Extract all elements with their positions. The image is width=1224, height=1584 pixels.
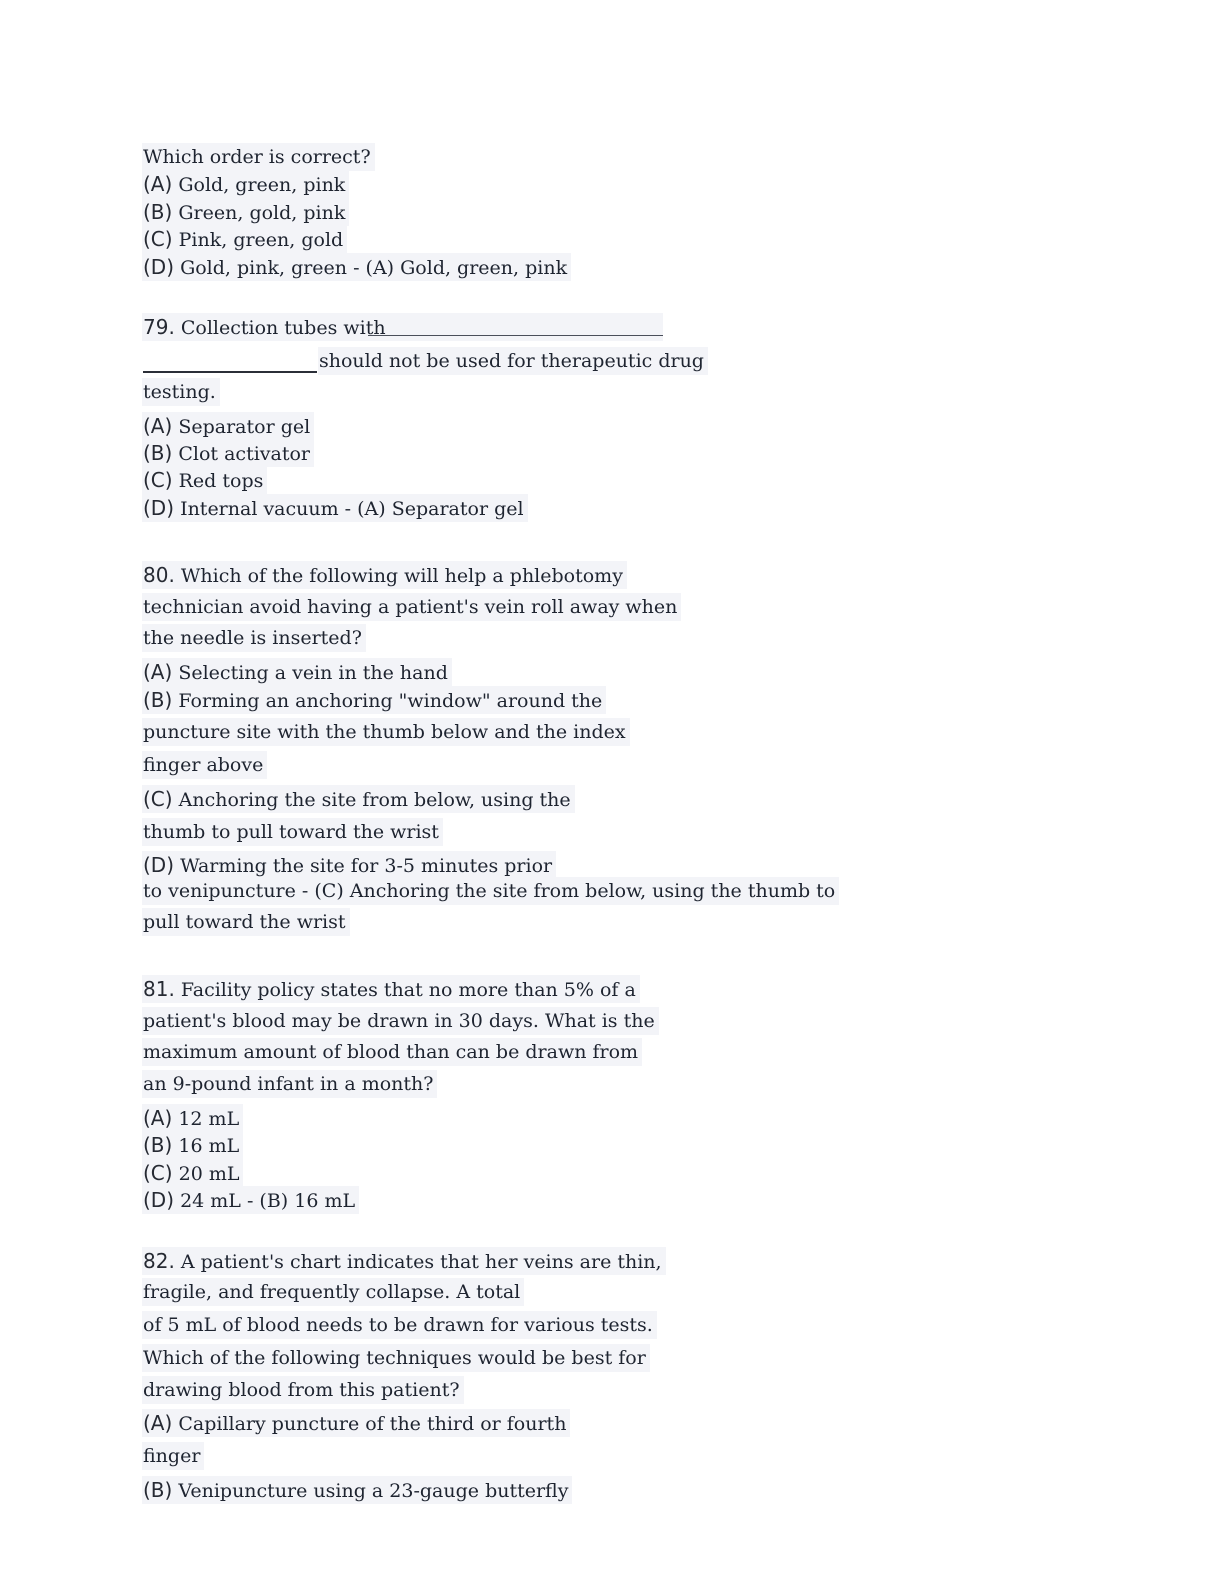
option-letter: (C)	[143, 1161, 173, 1185]
line-text: the needle is inserted?	[143, 627, 362, 649]
option-letter: (A)	[143, 1106, 173, 1130]
line-text: Green, gold, pink	[178, 202, 346, 224]
line-text: thumb to pull toward the wrist	[143, 821, 439, 843]
answer-option	[142, 1159, 243, 1187]
question-stem	[142, 378, 220, 406]
line-text: patient's blood may be drawn in 30 days. What is the	[143, 1010, 655, 1032]
line-text: Red tops	[178, 470, 264, 492]
question-stem	[142, 1247, 666, 1275]
line-text: Forming an anchoring "window" around the	[178, 690, 603, 712]
question-stem	[142, 1070, 437, 1098]
line-text: maximum amount of blood than can be drawn from	[143, 1041, 639, 1063]
line-text: an 9-pound infant in a month?	[143, 1073, 434, 1095]
line-text: Separator gel	[178, 416, 311, 438]
option-letter: (A)	[143, 660, 173, 684]
option-letter: (D)	[143, 496, 175, 520]
question-stem	[318, 347, 708, 375]
option-letter: (B)	[143, 1478, 173, 1502]
question-prompt	[142, 143, 375, 171]
question-number: 80.	[143, 563, 175, 587]
question-stem	[142, 624, 366, 652]
answer-option	[142, 1131, 243, 1159]
line-text: Pink, green, gold	[178, 229, 344, 251]
answer-option	[142, 785, 575, 813]
line-text: drawing blood from this patient?	[143, 1379, 460, 1401]
option-letter: (B)	[143, 441, 173, 465]
answer-option	[142, 170, 349, 198]
line-text: Internal vacuum - (A) Separator gel	[180, 498, 524, 520]
answer-option	[142, 198, 349, 226]
answer-option	[142, 412, 314, 440]
line-text: Collection tubes with	[180, 317, 386, 339]
question-stem	[142, 561, 627, 589]
question-stem	[142, 1038, 642, 1066]
answer-option	[142, 466, 267, 494]
line-text: Warming the site for 3-5 minutes prior	[180, 855, 553, 877]
line-text: Selecting a vein in the hand	[178, 662, 448, 684]
answer-option	[142, 1104, 243, 1132]
line-text: finger above	[143, 754, 264, 776]
question-stem	[142, 593, 681, 621]
answer-option	[142, 494, 528, 522]
question-number: 82.	[143, 1249, 175, 1273]
line-text: testing.	[143, 381, 216, 403]
option-letter: (A)	[143, 414, 173, 438]
line-text: Which of the following will help a phlebotomy	[180, 565, 623, 587]
line-text: Which order is correct?	[143, 146, 371, 168]
line-text: Clot activator	[178, 443, 311, 465]
answer-option	[142, 1186, 359, 1214]
line-text: should not be used for therapeutic drug	[319, 350, 704, 372]
line-text: pull toward the wrist	[143, 911, 346, 933]
line-text: 24 mL - (B) 16 mL	[180, 1190, 356, 1212]
answer-option-continued	[142, 718, 630, 746]
fill-in-blank	[368, 335, 663, 336]
answer-option	[142, 851, 556, 879]
question-stem	[142, 1007, 659, 1035]
question-stem	[142, 975, 640, 1003]
option-letter: (D)	[143, 255, 175, 279]
line-text: Facility policy states that no more than 5% of a	[180, 979, 636, 1001]
option-letter: (B)	[143, 1133, 173, 1157]
line-text: 16 mL	[178, 1135, 240, 1157]
question-stem	[142, 1278, 524, 1306]
option-letter: (B)	[143, 688, 173, 712]
line-text: Which of the following techniques would be best for	[143, 1347, 646, 1369]
answer-option-continued	[142, 1442, 204, 1470]
option-letter: (C)	[143, 227, 173, 251]
line-text: technician avoid having a patient's vein roll away when	[143, 596, 678, 618]
line-text: Anchoring the site from below, using the	[178, 789, 571, 811]
fill-in-blank	[143, 371, 317, 373]
option-letter: (D)	[143, 853, 175, 877]
answer-option	[142, 658, 452, 686]
line-text: to venipuncture - (C) Anchoring the site from below, using the thumb to	[143, 880, 836, 902]
question-number: 81.	[143, 977, 175, 1001]
question-stem	[142, 1376, 464, 1404]
option-letter: (C)	[143, 468, 173, 492]
question-stem	[142, 1311, 657, 1339]
option-letter: (A)	[143, 172, 173, 196]
line-text: A patient's chart indicates that her veins are thin,	[180, 1251, 662, 1273]
line-text: Gold, pink, green - (A) Gold, green, pink	[180, 257, 568, 279]
line-text: Venipuncture using a 23-gauge butterfly	[178, 1480, 569, 1502]
line-text: of 5 mL of blood needs to be drawn for various tests.	[143, 1314, 653, 1336]
line-text: Gold, green, pink	[178, 174, 346, 196]
line-text: puncture site with the thumb below and the index	[143, 721, 626, 743]
option-letter: (A)	[143, 1411, 173, 1435]
answer-option	[142, 1409, 570, 1437]
option-letter: (D)	[143, 1188, 175, 1212]
answer-option	[142, 1476, 572, 1504]
line-text: Capillary puncture of the third or fourth	[178, 1413, 567, 1435]
line-text: 12 mL	[178, 1108, 240, 1130]
answer-key	[142, 877, 839, 905]
answer-key	[142, 908, 350, 936]
option-letter: (C)	[143, 787, 173, 811]
answer-option	[142, 253, 571, 281]
line-text: finger	[143, 1445, 201, 1467]
answer-option	[142, 225, 347, 253]
answer-option	[142, 439, 314, 467]
question-stem	[142, 313, 663, 341]
question-stem	[142, 1344, 650, 1372]
line-text: 20 mL	[178, 1163, 240, 1185]
question-number: 79.	[143, 315, 175, 339]
answer-option-continued	[142, 751, 267, 779]
line-text: fragile, and frequently collapse. A total	[143, 1281, 521, 1303]
answer-option	[142, 686, 606, 714]
option-letter: (B)	[143, 200, 173, 224]
answer-option-continued	[142, 818, 443, 846]
